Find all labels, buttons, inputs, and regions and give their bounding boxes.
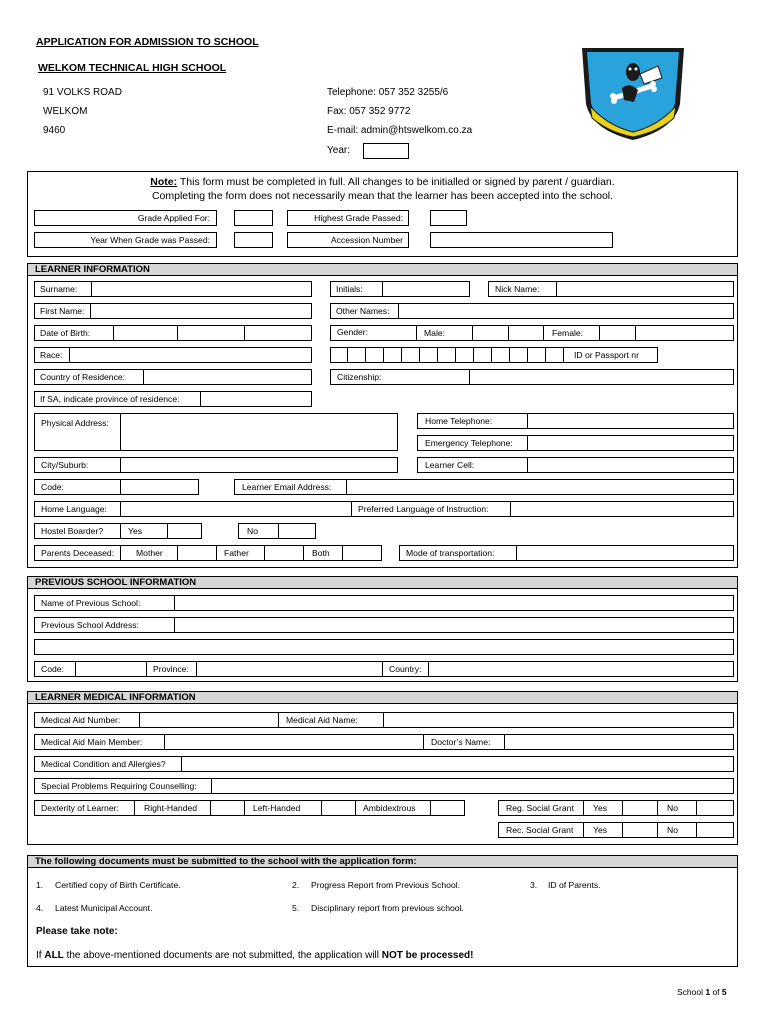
- grade-applied-input[interactable]: [234, 210, 273, 226]
- previous-school-name-label-box: [34, 595, 175, 611]
- medical-section-title: LEARNER MEDICAL INFORMATION: [28, 692, 737, 704]
- doc-num-1: 1.: [36, 880, 44, 890]
- telephone: Telephone: 057 352 3255/6: [327, 87, 449, 98]
- hostel-no-checkbox[interactable]: [278, 523, 316, 539]
- reg-grant-no-label: No: [667, 804, 678, 813]
- main-member-label: Medical Aid Main Member:: [41, 738, 143, 747]
- medical-condition-label: Medical Condition and Allergies?: [41, 760, 166, 769]
- reg-grant-label-box: [498, 800, 584, 816]
- doctor-label: Doctor’s Name:: [431, 738, 491, 747]
- learner-cell-label: Learner Cell:: [425, 461, 475, 470]
- email: E-mail: admin@htswelkom.co.za: [327, 125, 473, 136]
- country-label-box: [34, 369, 144, 385]
- grade-applied-label: Grade Applied For:: [137, 214, 210, 223]
- rec-grant-no-label: No: [667, 826, 678, 835]
- footer-page: 1: [705, 987, 711, 997]
- learner-cell-label-box: [417, 457, 528, 473]
- race-label: Race:: [40, 351, 63, 360]
- nick-label: Nick Name:: [495, 285, 540, 294]
- previous-school-address-line-2[interactable]: [34, 639, 734, 655]
- id-digit-input[interactable]: [419, 347, 438, 363]
- year-passed-input[interactable]: [234, 232, 273, 248]
- rec-grant-no-checkbox[interactable]: [696, 822, 734, 838]
- reg-grant-no-label-box: [657, 800, 697, 816]
- previous-school-address-label: Previous School Address:: [41, 621, 139, 630]
- special-problems-label-box: [34, 778, 212, 794]
- footer-total: 5: [721, 987, 727, 997]
- father-checkbox[interactable]: [264, 545, 304, 561]
- id-digit-input[interactable]: [545, 347, 564, 363]
- id-digit-input[interactable]: [437, 347, 456, 363]
- gender-label: Gender:: [337, 328, 369, 337]
- year-passed-label: Year When Grade was Passed:: [90, 236, 210, 245]
- parents-deceased-label-box: [34, 545, 121, 561]
- id-digit-input[interactable]: [330, 347, 348, 363]
- race-field[interactable]: [34, 347, 312, 363]
- doctor-label-box: [423, 734, 505, 750]
- province-label: If SA, indicate province of residence:: [40, 395, 180, 404]
- rec-grant-label: Rec. Social Grant: [506, 826, 574, 835]
- rec-grant-yes-checkbox[interactable]: [622, 822, 658, 838]
- right-handed-checkbox[interactable]: [210, 800, 245, 816]
- left-handed-label-box: [244, 800, 322, 816]
- documents-section-title: The following documents must be submitted to the school with the application form:: [28, 856, 737, 868]
- note-line-2: Completing the form does not necessarily mean that the learner has been accepted into the school.: [151, 190, 614, 202]
- id-digit-input[interactable]: [383, 347, 402, 363]
- id-digit-input[interactable]: [455, 347, 474, 363]
- id-digit-input[interactable]: [491, 347, 510, 363]
- main-member-label-box: [34, 734, 165, 750]
- learner-email-label-box: [234, 479, 347, 495]
- physical-address-label-box: [34, 413, 121, 451]
- parents-deceased-label: Parents Deceased:: [41, 549, 115, 558]
- code-label-box: [34, 479, 121, 495]
- country-label: Country of Residence:: [40, 373, 126, 382]
- both-label-box: [303, 545, 343, 561]
- male-checkbox[interactable]: [472, 325, 509, 341]
- doc-text-4: Latest Municipal Account.: [55, 903, 153, 913]
- prev-country-label-box: [382, 661, 429, 677]
- aid-number-label: Medical Aid Number:: [41, 716, 121, 725]
- submission-warning: [36, 950, 473, 961]
- address-line-3: 9460: [43, 125, 66, 136]
- surname-label: Surname:: [40, 285, 78, 294]
- other-names-label: Other Names:: [336, 307, 390, 316]
- pref-language-label-box: [351, 501, 511, 517]
- highest-grade-label-box: [287, 210, 409, 226]
- accession-label: Accession Number: [330, 236, 403, 245]
- both-checkbox[interactable]: [342, 545, 382, 561]
- medical-condition-label-box: [34, 756, 182, 772]
- prev-code-label: Code:: [41, 665, 64, 674]
- previous-school-name-label: Name of Previous School:: [41, 599, 141, 608]
- nick-label-box: [488, 281, 557, 297]
- rec-grant-yes-label: Yes: [593, 826, 608, 835]
- address-line-2: WELKOM: [43, 106, 88, 117]
- hostel-yes-label: Yes: [128, 527, 143, 536]
- left-handed-checkbox[interactable]: [321, 800, 356, 816]
- initials-label: Initials:: [336, 285, 363, 294]
- take-note-heading: Please take note:: [36, 926, 118, 937]
- rec-grant-label-box: [498, 822, 584, 838]
- emergency-tel-label-box: [417, 435, 528, 451]
- doc-num-4: 4.: [36, 903, 44, 913]
- warning-not-processed: NOT be processed!: [381, 950, 474, 961]
- year-input[interactable]: [363, 143, 409, 159]
- aid-number-label-box: [34, 712, 140, 728]
- accession-label-box: [287, 232, 409, 248]
- address-line-1: 91 VOLKS ROAD: [43, 87, 122, 98]
- id-digit-input[interactable]: [509, 347, 528, 363]
- female-label: Female:: [552, 329, 584, 338]
- female-checkbox[interactable]: [599, 325, 636, 341]
- first-name-label: First Name:: [40, 307, 85, 316]
- physical-address-label: Physical Address:: [41, 419, 109, 428]
- accession-input[interactable]: [430, 232, 613, 248]
- city-label-box: [34, 457, 121, 473]
- code-label: Code:: [41, 483, 64, 492]
- doc-num-3: 3.: [530, 880, 538, 890]
- doc-text-1: Certified copy of Birth Certificate.: [55, 880, 181, 890]
- id-passport-label-box: [563, 347, 658, 363]
- prev-code-label-box: [34, 661, 76, 677]
- dexterity-label: Dexterity of Learner:: [41, 804, 119, 813]
- ambidextrous-label: Ambidextrous: [363, 804, 416, 813]
- footer-of: of: [710, 987, 722, 997]
- initials-label-box: [330, 281, 383, 297]
- right-handed-label-box: [134, 800, 211, 816]
- other-names-label-box: [330, 303, 399, 319]
- prev-province-label: Province:: [153, 665, 189, 674]
- aid-name-label: Medical Aid Name:: [286, 716, 358, 725]
- note-line-1: [27, 176, 738, 188]
- dexterity-label-box: [34, 800, 135, 816]
- home-language-label: Home Language:: [41, 505, 107, 514]
- mother-label: Mother: [136, 549, 163, 558]
- doc-num-5: 5.: [292, 903, 300, 913]
- dob-label: Date of Birth:: [40, 329, 91, 338]
- mother-checkbox[interactable]: [177, 545, 217, 561]
- hostel-yes-label-box: [120, 523, 168, 539]
- id-passport-label: ID or Passport nr: [574, 351, 639, 360]
- page-number: [677, 987, 727, 997]
- school-name: WELKOM TECHNICAL HIGH SCHOOL: [38, 62, 227, 74]
- aid-name-label-box: [278, 712, 384, 728]
- learner-email-label: Learner Email Address:: [242, 483, 332, 492]
- reg-grant-no-checkbox[interactable]: [696, 800, 734, 816]
- male-label: Male:: [424, 329, 446, 338]
- mother-label-box: [120, 545, 178, 561]
- fax: Fax: 057 352 9772: [327, 106, 411, 117]
- special-problems-label: Special Problems Requiring Counselling:: [41, 782, 197, 791]
- doc-text-3: ID of Parents.: [548, 880, 601, 890]
- both-label: Both: [312, 549, 330, 558]
- doc-num-2: 2.: [292, 880, 300, 890]
- reg-grant-label: Reg. Social Grant: [506, 804, 574, 813]
- hostel-no-label-box: [238, 523, 279, 539]
- warning-text-c: the above-mentioned documents are not submitted, the application will: [63, 950, 382, 961]
- right-handed-label: Right-Handed: [144, 804, 198, 813]
- doc-text-2: Progress Report from Previous School.: [311, 880, 461, 890]
- emergency-tel-label: Emergency Telephone:: [425, 439, 513, 448]
- id-digit-input[interactable]: [473, 347, 492, 363]
- highest-grade-input[interactable]: [430, 210, 467, 226]
- hostel-label: Hostel Boarder?: [41, 527, 104, 536]
- learner-section-title: LEARNER INFORMATION: [28, 264, 737, 276]
- race-label-box: [34, 347, 70, 363]
- citizenship-label-box: [330, 369, 470, 385]
- rec-grant-yes-label-box: [583, 822, 623, 838]
- year-label: Year:: [327, 145, 350, 156]
- father-label: Father: [224, 549, 249, 558]
- form-title: APPLICATION FOR ADMISSION TO SCHOOL: [36, 36, 259, 48]
- city-label: City/Suburb:: [41, 461, 89, 470]
- female-label-box: [543, 325, 600, 341]
- note-text-1: This form must be completed in full. All changes to be initialled or signed by parent / guardian.: [177, 176, 615, 188]
- home-language-label-box: [34, 501, 121, 517]
- id-digit-input[interactable]: [401, 347, 420, 363]
- reg-grant-yes-checkbox[interactable]: [622, 800, 658, 816]
- highest-grade-label: Highest Grade Passed:: [314, 214, 403, 223]
- hostel-label-box: [34, 523, 121, 539]
- id-digit-input[interactable]: [365, 347, 384, 363]
- previous-school-section-title: PREVIOUS SCHOOL INFORMATION: [28, 577, 737, 589]
- warning-all: ALL: [44, 950, 64, 961]
- previous-school-address-label-box: [34, 617, 175, 633]
- ambidextrous-checkbox[interactable]: [430, 800, 465, 816]
- rec-grant-no-label-box: [657, 822, 697, 838]
- prev-country-label: Country:: [389, 665, 422, 674]
- hostel-no-label: No: [247, 527, 258, 536]
- doc-text-5: Disciplinary report from previous school.: [311, 903, 464, 913]
- pref-language-label: Preferred Language of Instruction:: [358, 505, 489, 514]
- year-passed-label-box: [34, 232, 217, 248]
- dob-month-input[interactable]: [177, 325, 245, 341]
- father-label-box: [216, 545, 265, 561]
- id-digit-input[interactable]: [527, 347, 546, 363]
- male-label-box: [416, 325, 473, 341]
- province-label-box: [34, 391, 201, 407]
- home-tel-label-box: [417, 413, 528, 429]
- footer-school: School: [677, 987, 706, 997]
- home-tel-label: Home Telephone:: [425, 417, 493, 426]
- reg-grant-yes-label-box: [583, 800, 623, 816]
- prev-province-label-box: [146, 661, 197, 677]
- citizenship-label: Citizenship:: [337, 373, 382, 382]
- gender-row: [330, 325, 734, 341]
- reg-grant-yes-label: Yes: [593, 804, 608, 813]
- left-handed-label: Left-Handed: [253, 804, 301, 813]
- note-label: Note:: [150, 176, 178, 188]
- id-digit-input[interactable]: [347, 347, 366, 363]
- first-name-label-box: [34, 303, 91, 319]
- surname-label-box: [34, 281, 92, 297]
- school-crest-icon: [578, 44, 688, 144]
- ambidextrous-label-box: [355, 800, 431, 816]
- grade-applied-label-box: [34, 210, 217, 226]
- dob-label-box: [34, 325, 114, 341]
- hostel-yes-checkbox[interactable]: [167, 523, 202, 539]
- transport-label-box: [399, 545, 517, 561]
- warning-text-a: If: [36, 950, 45, 961]
- code-input[interactable]: [120, 479, 199, 495]
- transport-label: Mode of transportation:: [406, 549, 495, 558]
